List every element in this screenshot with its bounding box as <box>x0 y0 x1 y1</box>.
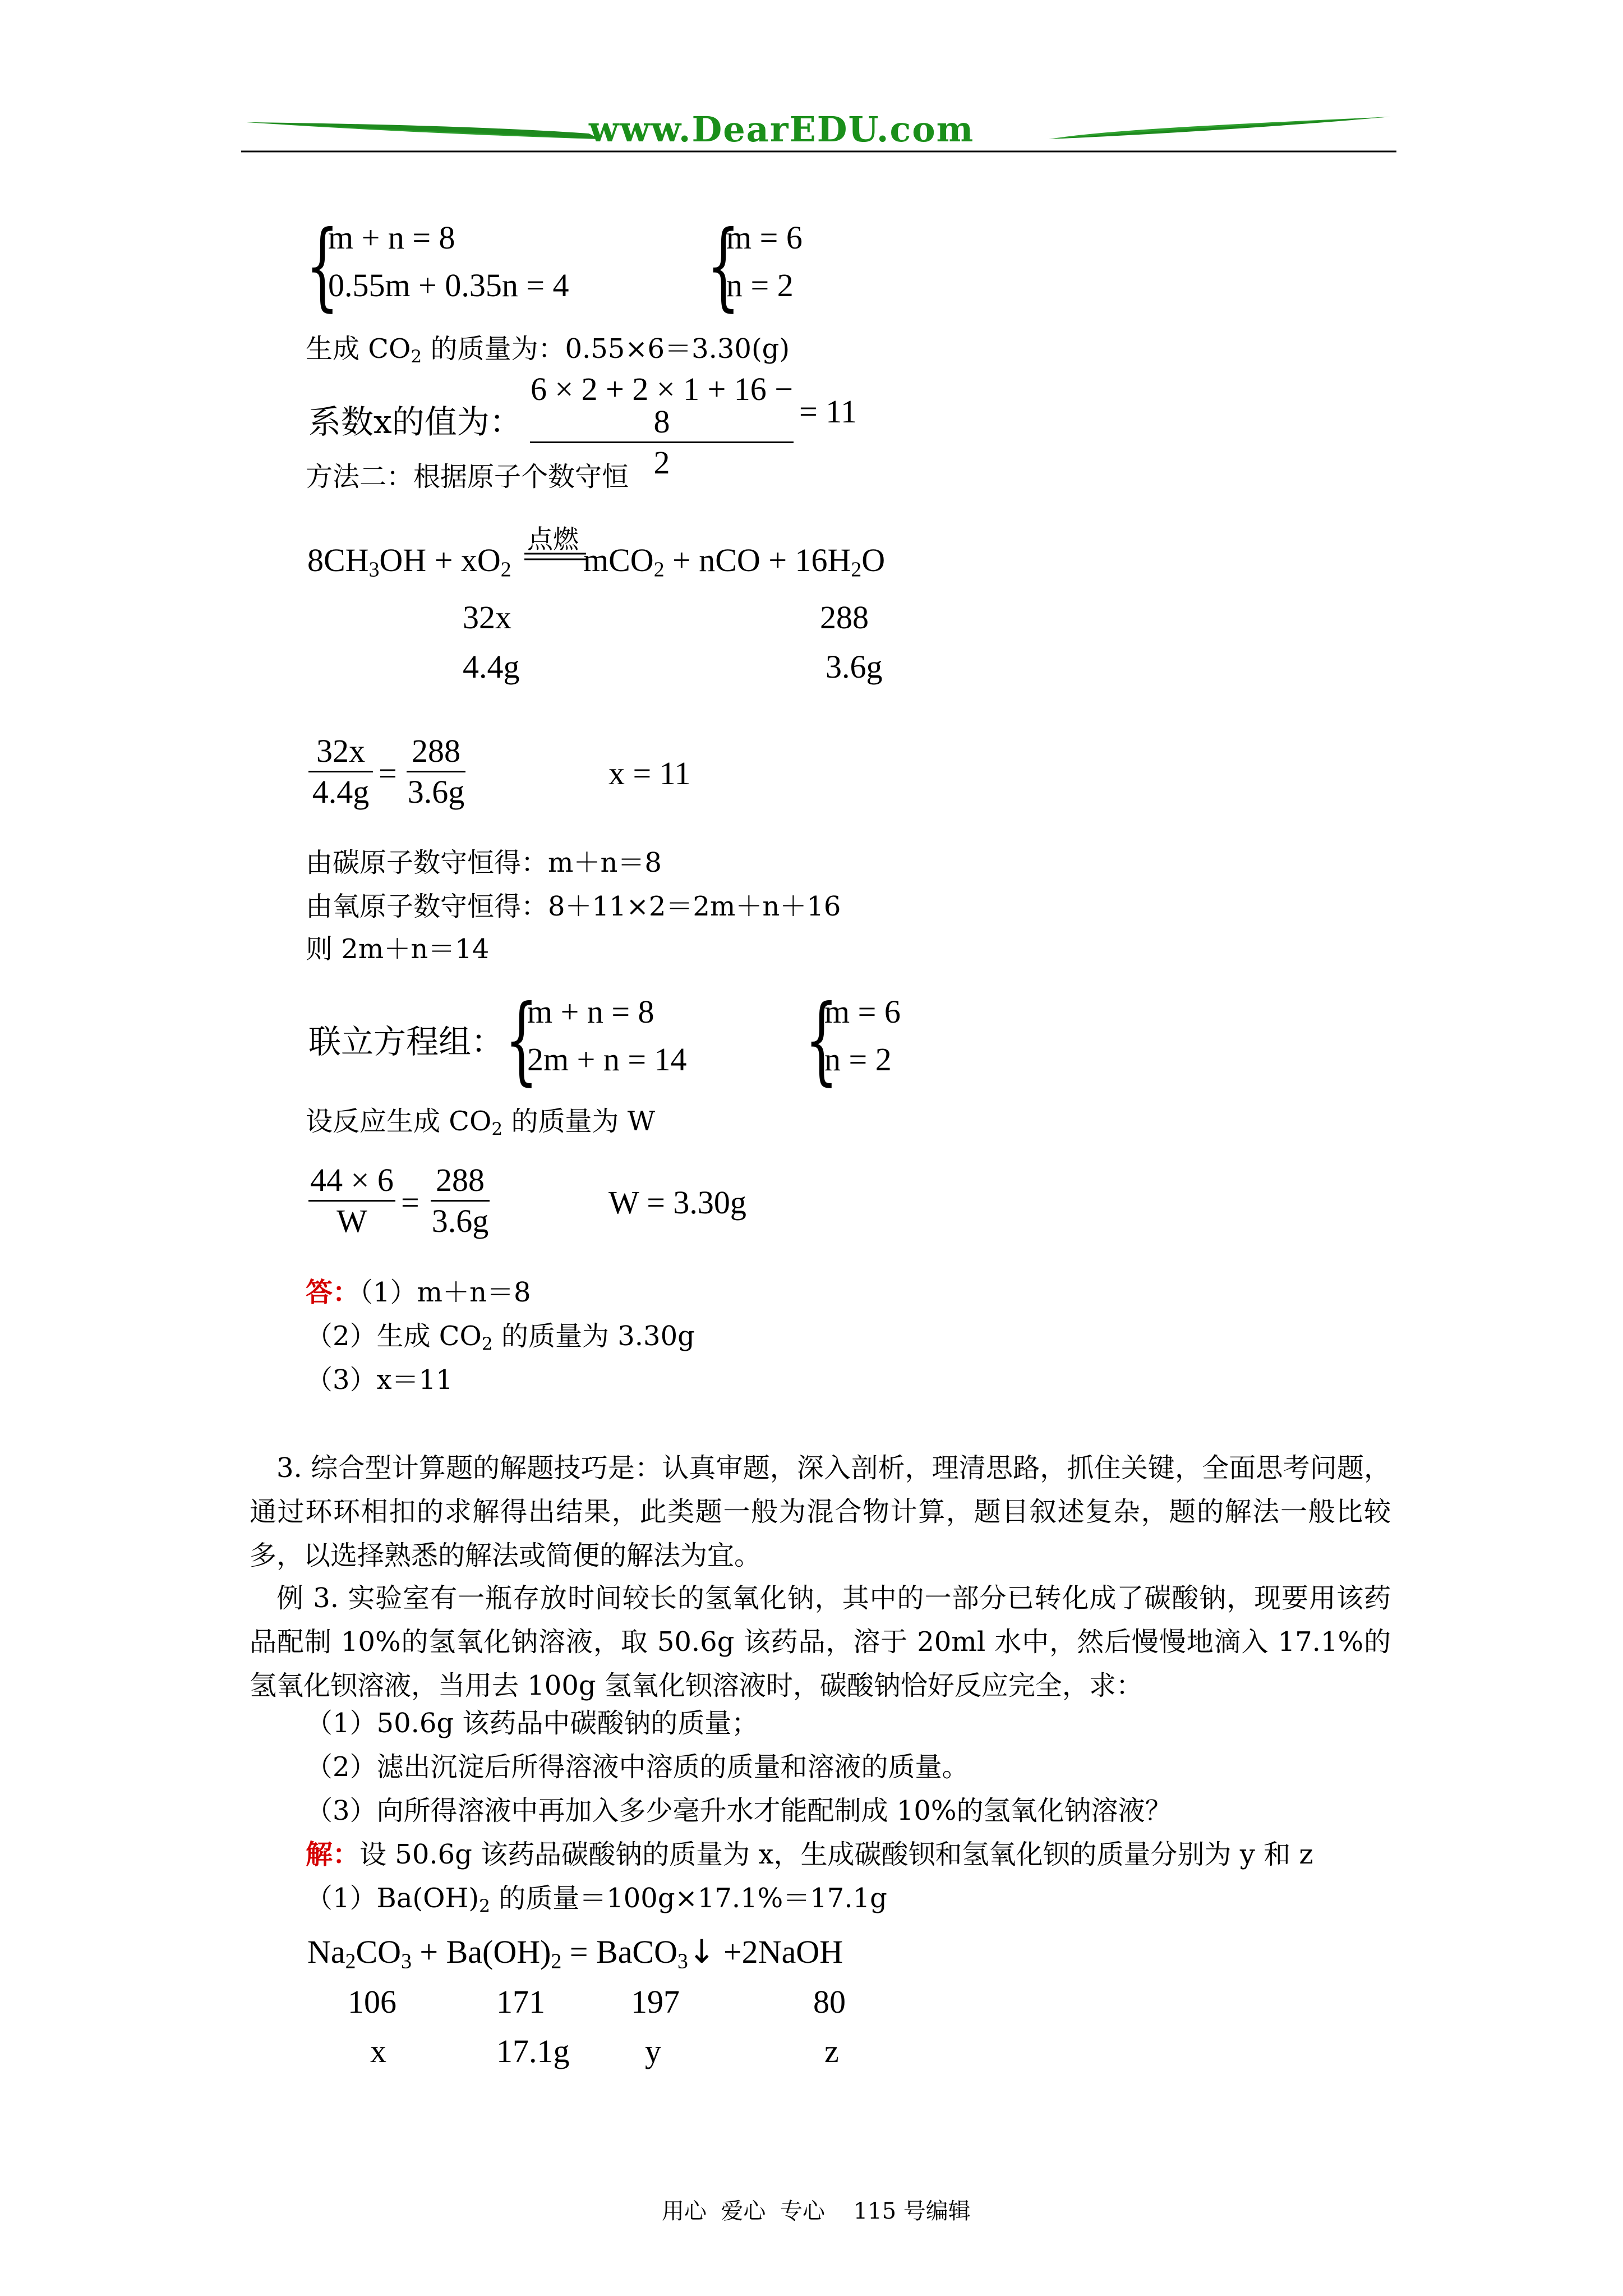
reaction-2-row2-d: z <box>824 2033 839 2069</box>
system-1-eq-2: 0.55m + 0.35n = 4 <box>328 267 569 303</box>
question-2: （2）滤出沉淀后所得溶液中溶质的质量和溶液的质量。 <box>306 1751 969 1783</box>
solution-line: 解：设 50.6g 该药品碳酸钠的质量为 x，生成碳酸钡和氢氧化钡的质量分别为 y 和 z <box>306 1839 1313 1870</box>
example-3-paragraph: 例 3. 实验室有一瓶存放时间较长的氢氧化钠，其中的一部分已转化成了碳酸钠，现要用该药品配制 10%的氢氧化钠溶液，取 50.6g 该药品，溶于 20ml 水中，然后慢慢地滴入 17.1%的氢氧化钡溶液，当用去 100g 氢氧化钡溶液时，碳酸钠恰好反应完全，求： <box>250 1582 1391 1701</box>
proportion-2-right: 288 3.6g <box>431 1162 489 1239</box>
reaction-right: mCO$_2$ + nCO + $16H_2O$ <box>583 542 886 582</box>
method-two-heading: 方法二：根据原子个数守恒 <box>306 461 629 493</box>
left-brace-icon: { <box>707 210 740 321</box>
reaction-left: $8CH_3OH + xO_2$ <box>307 542 511 582</box>
left-brace-icon: { <box>805 984 838 1096</box>
solution-1-n: n = 2 <box>726 267 794 303</box>
reaction-1-row2-b: 3.6g <box>826 648 883 685</box>
proportion-1-right: 288 3.6g <box>407 733 465 810</box>
baoh2-mass-line: $(1)Ba(OH)_2$ 的质量＝100g×17.1%＝17.1g <box>306 1883 887 1916</box>
header-banner <box>241 107 1396 157</box>
derived-equation: 则 2m＋n＝14 <box>306 933 490 965</box>
solution-1-m: m = 6 <box>726 219 803 256</box>
oxygen-conservation: 由氧原子数守恒得：8＋11×2＝2m＋n＋16 <box>306 891 841 922</box>
system-2-eq-1: m + n = 8 <box>527 993 654 1030</box>
answer-line-3: （3）x＝11 <box>306 1364 453 1396</box>
reaction-1-row1-a: 32x <box>463 599 511 636</box>
answer-line-2: （2）生成 $CO_2$ 的质量为 3.30g <box>306 1320 695 1354</box>
solution-2-m: m = 6 <box>824 993 901 1030</box>
solution-2-n: n = 2 <box>824 1041 892 1078</box>
reaction-2-row2-b: 17.1g <box>496 2033 570 2069</box>
carbon-conservation: 由碳原子数守恒得：m＋n＝8 <box>306 847 662 878</box>
reaction-1-row2-a: 4.4g <box>463 648 520 685</box>
system-1-eq-1: m + n = 8 <box>328 219 455 256</box>
co2-mass-line: 生成 $CO_2$ 的质量为：0.55×6＝3.30(g) <box>306 333 790 367</box>
double-arrow-icon <box>524 551 586 563</box>
system-2-eq-2: 2m + n = 14 <box>527 1041 687 1078</box>
reaction-2-row1-d: 80 <box>813 1984 846 2020</box>
question-3: （3）向所得溶液中再加入多少毫升水才能配制成 10%的氢氧化钠溶液？ <box>306 1795 1172 1826</box>
site-logo: www.DearEDU.com <box>589 109 975 150</box>
proportion-2-left: 44 × 6 W <box>308 1164 395 1237</box>
reaction-1-row1-b: 288 <box>820 599 869 636</box>
reaction-2-formula: $Na_2CO_3 + Ba(OH)_2$ = BaCO$_3$↓ +2NaOH <box>307 1932 843 1973</box>
reaction-2-row2-a: x <box>370 2033 386 2069</box>
system-2-label: 联立方程组： <box>308 1023 504 1061</box>
reaction-2-row1-a: 106 <box>348 1984 396 2020</box>
precipitate-arrow-icon: ↓ <box>688 1932 716 1971</box>
answer-line-1: 答：（1）m＋n＝8 <box>306 1277 531 1308</box>
section-3-paragraph: 3. 综合型计算题的解题技巧是：认真审题，深入剖析，理清思路，抓住关键，全面思考问题，通过环环相扣的求解得出结果，此类题一般为混合物计算，题目叙述复杂，题的解法一般比较多，以选择熟悉的解法或简便的解法为宜。 <box>250 1452 1391 1571</box>
question-1: （1）50.6g 该药品中碳酸钠的质量； <box>306 1708 759 1739</box>
solution-label: 解： <box>306 1839 360 1870</box>
coefficient-x-label: 系数x的值为： <box>308 403 522 441</box>
left-brace-icon: { <box>306 210 339 321</box>
proportion-1-left: 32x 4.4g <box>308 735 373 808</box>
reaction-2-row2-c: y <box>645 2033 661 2069</box>
proportion-2-equals: = <box>401 1184 419 1221</box>
reaction-2-row1-c: 197 <box>631 1984 680 2020</box>
reaction-condition: 点燃 <box>527 524 579 554</box>
reaction-2-row1-b: 171 <box>496 1984 545 2020</box>
proportion-2-result: W = 3.30g <box>608 1184 746 1221</box>
proportion-1-equals: = <box>379 755 397 792</box>
left-brace-icon: { <box>505 984 538 1096</box>
page-footer: 用心 爱心 专心 115 号编辑 <box>662 2198 971 2224</box>
let-w-line: 设反应生成 $CO_2$ 的质量为 W <box>306 1106 656 1139</box>
coefficient-x-result: = 11 <box>799 393 857 430</box>
answer-label: 答： <box>306 1277 360 1308</box>
coefficient-x-fraction: 6 × 2 + 2 × 1 + 16 − 8 2 <box>530 371 794 481</box>
proportion-1-result: x = 11 <box>608 755 691 792</box>
